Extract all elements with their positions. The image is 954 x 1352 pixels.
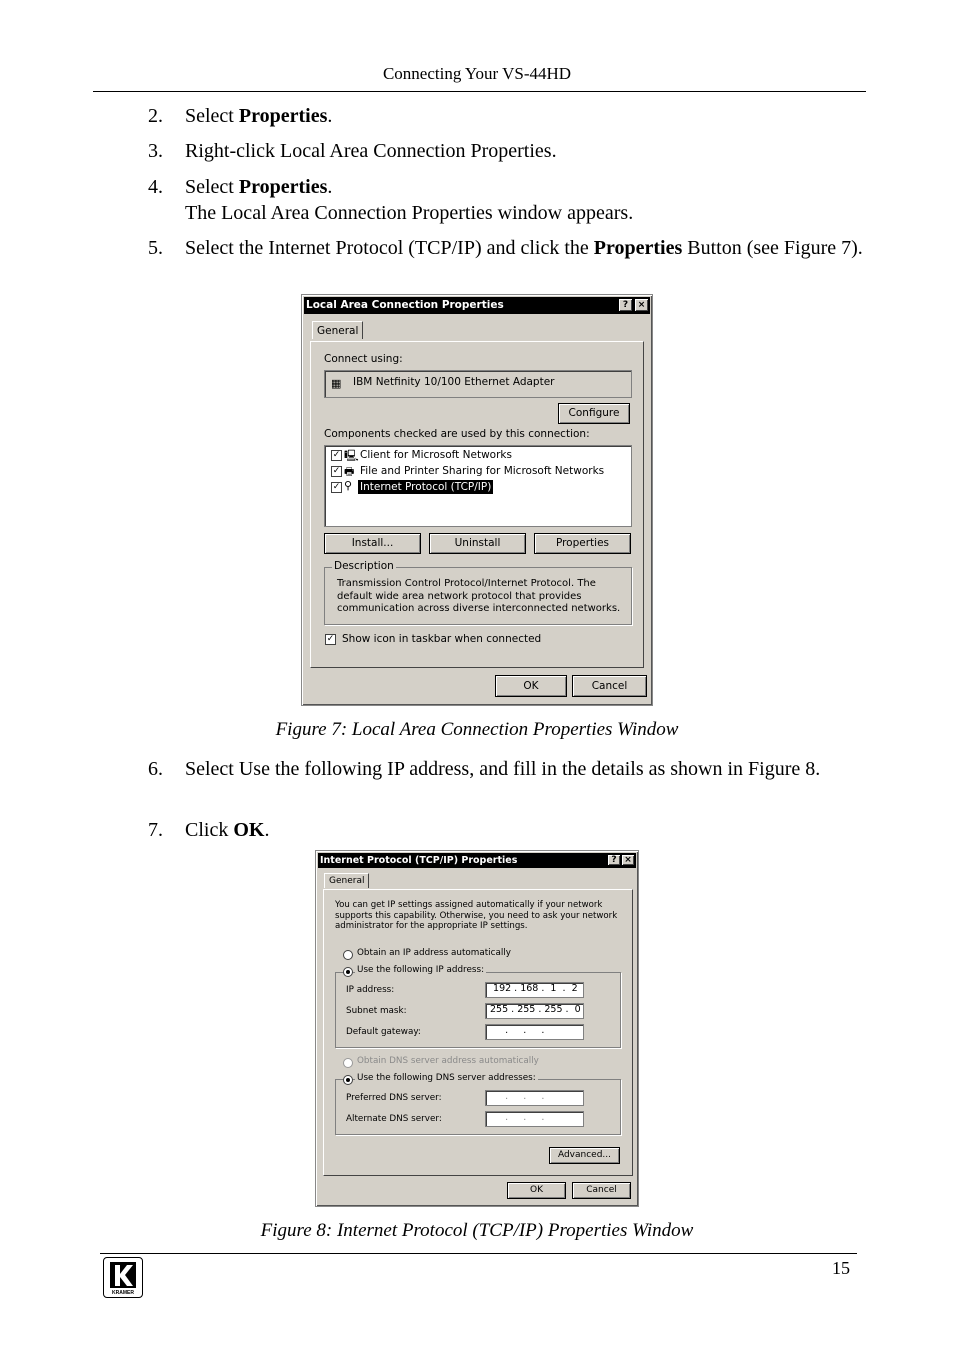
obtain-dns-radio[interactable]: [343, 1058, 353, 1068]
ok-button[interactable]: OK: [507, 1182, 566, 1199]
adapter-field: [324, 370, 632, 398]
step-number: 3.: [148, 140, 163, 162]
step-text: Select the Internet Protocol (TCP/IP) and click the: [185, 237, 594, 259]
network-card-icon: ▦: [331, 377, 342, 390]
dialog-titlebar: [304, 297, 650, 314]
properties-button[interactable]: Properties: [534, 533, 631, 554]
protocol-icon: ⚲: [344, 479, 353, 492]
dialog-title: Internet Protocol (TCP/IP) Properties: [320, 855, 518, 866]
computer-icon: 🖳: [344, 449, 359, 462]
use-ip-label: Use the following IP address:: [357, 965, 485, 975]
figure-7-caption: Figure 7: Local Area Connection Properties Window: [275, 719, 679, 740]
footer-rule: [100, 1253, 857, 1254]
printer-icon: 🖶: [344, 465, 355, 478]
step-text: Click: [185, 819, 234, 841]
preferred-dns-label: Preferred DNS server:: [346, 1093, 442, 1103]
step-bold: OK: [233, 819, 265, 841]
component-checkbox[interactable]: ✓: [332, 482, 341, 492]
dialog-titlebar: [318, 853, 636, 868]
svg-text:KRAMER: KRAMER: [112, 1290, 134, 1296]
ip-address-field[interactable]: 192 . 168 . 1 . 2: [485, 982, 584, 998]
step-text-end: .: [327, 105, 333, 127]
obtain-dns-label: Obtain DNS server address automatically: [357, 1056, 539, 1066]
alternate-dns-label: Alternate DNS server:: [346, 1114, 442, 1124]
component-item-selected[interactable]: Internet Protocol (TCP/IP): [360, 481, 492, 493]
header-rule: [93, 91, 866, 92]
uninstall-button[interactable]: Uninstall: [429, 533, 526, 554]
step-text-line2: The Local Area Connection Properties window appears.: [185, 202, 634, 224]
tab-general[interactable]: General: [324, 873, 369, 888]
use-dns-radio[interactable]: [343, 1075, 353, 1085]
step-text-end: .: [327, 176, 333, 198]
step-number: 5.: [148, 237, 163, 259]
help-button[interactable]: ?: [619, 299, 632, 311]
default-gateway-label: Default gateway:: [346, 1027, 421, 1037]
step-text: Select: [185, 176, 239, 198]
kramer-logo-mark: [104, 1258, 142, 1297]
step-bold: Properties: [593, 237, 683, 259]
component-checkbox[interactable]: ✓: [332, 450, 341, 460]
step-bold: Properties: [238, 105, 328, 127]
components-list[interactable]: [324, 445, 632, 527]
tcpip-properties-dialog: [315, 850, 639, 1207]
default-gateway-field[interactable]: . . .: [485, 1024, 584, 1040]
description-label: Description: [334, 560, 394, 572]
lan-properties-dialog: [301, 294, 653, 706]
step-text-end: Button (see Figure 7).: [682, 237, 863, 259]
cancel-button[interactable]: Cancel: [572, 1182, 631, 1199]
dialog-title: Local Area Connection Properties: [306, 299, 504, 311]
subnet-mask-label: Subnet mask:: [346, 1006, 407, 1016]
figure-8-caption: Figure 8: Internet Protocol (TCP/IP) Properties Window: [260, 1220, 694, 1241]
step-text: Right-click Local Area Connection Properties.: [185, 140, 557, 162]
alternate-dns-field[interactable]: . . .: [485, 1111, 584, 1127]
page-number: 15: [832, 1258, 850, 1278]
step-number: 4.: [148, 176, 163, 198]
adapter-name: IBM Netfinity 10/100 Ethernet Adapter: [353, 376, 555, 388]
step-number: 6.: [148, 758, 163, 780]
install-button[interactable]: Install...: [324, 533, 421, 554]
show-icon-label: Show icon in taskbar when connected: [342, 633, 542, 645]
page-header: Connecting Your VS-44HD: [382, 64, 572, 83]
ok-button[interactable]: OK: [495, 675, 567, 697]
component-item[interactable]: File and Printer Sharing for Microsoft Networks: [360, 465, 605, 477]
components-label: Components checked are used by this connection:: [324, 428, 590, 440]
show-icon-checkbox[interactable]: ✓: [326, 634, 335, 644]
ip-address-label: IP address:: [346, 985, 395, 995]
close-button[interactable]: ×: [622, 855, 634, 865]
step-text: Select: [185, 105, 239, 127]
intro-text: You can get IP settings assigned automatically if your network supports this capability. Otherwise, you need to ask your network administrator for the appropriate IP settings.: [335, 900, 618, 931]
connect-using-label: Connect using:: [324, 353, 403, 365]
cancel-button[interactable]: Cancel: [572, 675, 647, 697]
step-bold: Properties: [238, 176, 328, 198]
kramer-logo: [103, 1257, 143, 1298]
step-text: Select Use the following IP address, and fill in the details as shown in Figure 8.: [185, 758, 821, 780]
close-button[interactable]: ×: [635, 299, 648, 311]
obtain-ip-label: Obtain an IP address automatically: [357, 948, 511, 958]
preferred-dns-field[interactable]: . . .: [485, 1090, 584, 1106]
subnet-mask-field[interactable]: 255 . 255 . 255 . 0: [485, 1003, 584, 1019]
step-number: 2.: [148, 105, 163, 127]
use-ip-radio[interactable]: [343, 967, 353, 977]
component-item[interactable]: Client for Microsoft Networks: [360, 449, 512, 461]
help-button[interactable]: ?: [608, 855, 620, 865]
step-number: 7.: [148, 819, 163, 841]
tab-general[interactable]: General: [312, 321, 363, 339]
use-dns-label: Use the following DNS server addresses:: [357, 1073, 536, 1083]
advanced-button[interactable]: Advanced...: [549, 1147, 620, 1164]
configure-button[interactable]: Configure: [558, 403, 630, 424]
description-text: Transmission Control Protocol/Internet Protocol. The default wide area network protocol that provides communication across diverse interconnected networks.: [337, 578, 621, 614]
step-text-end: .: [264, 819, 270, 841]
obtain-ip-radio[interactable]: [343, 950, 353, 960]
component-checkbox[interactable]: ✓: [332, 466, 341, 476]
